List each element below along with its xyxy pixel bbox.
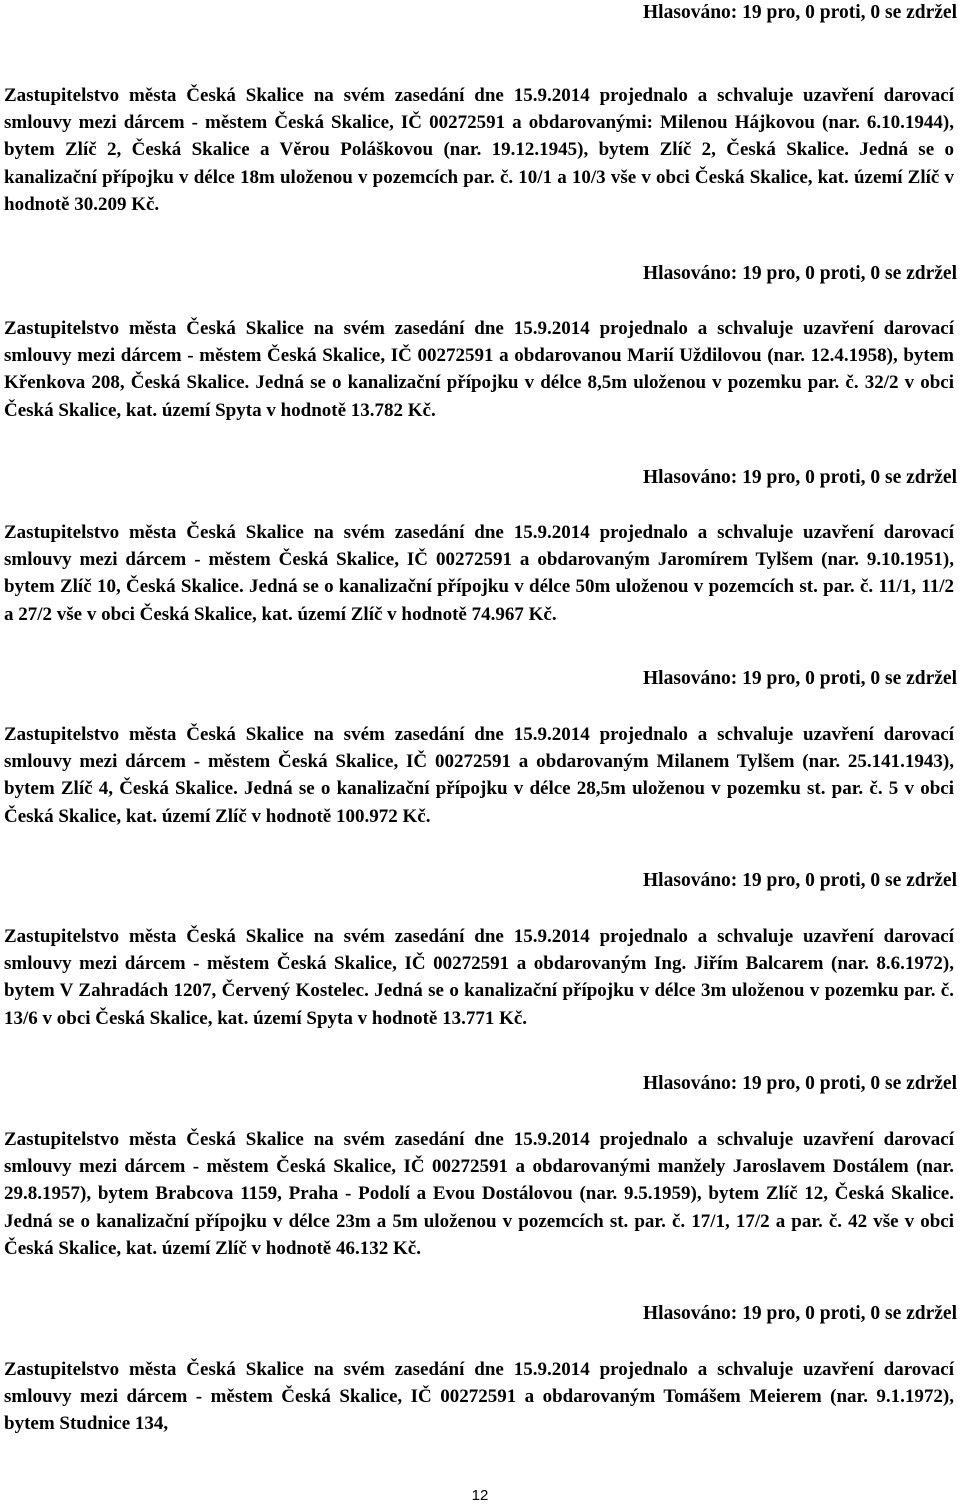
vote-result-1: Hlasováno: 19 pro, 0 proti, 0 se zdržel	[643, 263, 957, 284]
page-number: 12	[471, 1487, 489, 1504]
resolution-paragraph-5	[4, 923, 954, 1032]
vote-result-2: Hlasováno: 19 pro, 0 proti, 0 se zdržel	[643, 467, 957, 488]
resolution-text: Zastupitelstvo města Česká Skalice na svém zasedání dne 15.9.2014 projednalo a schvaluje uzavření darovací smlouvy mezi dárcem - městem Česká Skalice, IČ 00272591 a obdarovaným Tomášem Meierem (nar. 9.1.1972), bytem Studnice 134,	[4, 1359, 954, 1435]
resolution-text: Zastupitelstvo města Česká Skalice na svém zasedání dne 15.9.2014 projednalo a schvaluje uzavření darovací smlouvy mezi dárcem - městem Česká Skalice, IČ 00272591 a obdarovaným Ing. Jiřím Balcarem (nar. 8.6.1972), bytem V Zahradách 1207, Červený Kostelec. Jedná se o kanalizační přípojku v délce 3m uloženou v pozemku par. č. 13/6 v obci Česká Skalice, kat. území Spyta v hodnotě 13.771 Kč.	[4, 926, 954, 1029]
resolution-paragraph-1	[4, 82, 954, 218]
resolution-text: Zastupitelstvo města Česká Skalice na svém zasedání dne 15.9.2014 projednalo a schvaluje uzavření darovací smlouvy mezi dárcem - městem Česká Skalice, IČ 00272591 a obdarovanými: Milenou Hájkovou (nar. 6.10.1944), bytem Zlíč 2, Česká Skalice a Věrou Poláškovou (nar. 19.12.1945), bytem Zlíč 2, Česká Skalice. Jedná se o kanalizační přípojku v délce 18m uloženou v pozemcích par. č. 10/1 a 10/3 vše v obci Česká Skalice, kat. území Zlíč v hodnotě 30.209 Kč.	[4, 85, 954, 215]
resolution-paragraph-3	[4, 519, 954, 628]
vote-result-3: Hlasováno: 19 pro, 0 proti, 0 se zdržel	[643, 668, 957, 689]
resolution-paragraph-4	[4, 721, 954, 830]
resolution-paragraph-7	[4, 1356, 954, 1438]
vote-result-top: Hlasováno: 19 pro, 0 proti, 0 se zdržel	[643, 2, 957, 23]
vote-result-6: Hlasováno: 19 pro, 0 proti, 0 se zdržel	[643, 1303, 957, 1324]
vote-result-5: Hlasováno: 19 pro, 0 proti, 0 se zdržel	[643, 1073, 957, 1094]
resolution-text: Zastupitelstvo města Česká Skalice na svém zasedání dne 15.9.2014 projednalo a schvaluje uzavření darovací smlouvy mezi dárcem - městem Česká Skalice, IČ 00272591 a obdarovaným Jaromírem Tylšem (nar. 9.10.1951), bytem Zlíč 10, Česká Skalice. Jedná se o kanalizační přípojku v délce 50m uloženou v pozemcích st. par. č. 11/1, 11/2 a 27/2 vše v obci Česká Skalice, kat. území Zlíč v hodnotě 74.967 Kč.	[4, 522, 954, 625]
resolution-paragraph-6	[4, 1126, 954, 1262]
resolution-text: Zastupitelstvo města Česká Skalice na svém zasedání dne 15.9.2014 projednalo a schvaluje uzavření darovací smlouvy mezi dárcem - městem Česká Skalice, IČ 00272591 a obdarovaným Milanem Tylšem (nar. 25.141.1943), bytem Zlíč 4, Česká Skalice. Jedná se o kanalizační přípojku v délce 28,5m uloženou v pozemku st. par. č. 5 v obci Česká Skalice, kat. území Zlíč v hodnotě 100.972 Kč.	[4, 724, 954, 827]
resolution-text: Zastupitelstvo města Česká Skalice na svém zasedání dne 15.9.2014 projednalo a schvaluje uzavření darovací smlouvy mezi dárcem - městem Česká Skalice, IČ 00272591 a obdarovanou Marií Uždilovou (nar. 12.4.1958), bytem Křenkova 208, Česká Skalice. Jedná se o kanalizační přípojku v délce 8,5m uloženou v pozemku par. č. 32/2 v obci Česká Skalice, kat. území Spyta v hodnotě 13.782 Kč.	[4, 318, 954, 421]
resolution-paragraph-2	[4, 315, 954, 424]
vote-result-4: Hlasováno: 19 pro, 0 proti, 0 se zdržel	[643, 870, 957, 891]
resolution-text: Zastupitelstvo města Česká Skalice na svém zasedání dne 15.9.2014 projednalo a schvaluje uzavření darovací smlouvy mezi dárcem - městem Česká Skalice, IČ 00272591 a obdarovanými manžely Jaroslavem Dostálem (nar. 29.8.1957), bytem Brabcova 1159, Praha - Podolí a Evou Dostálovou (nar. 9.5.1959), bytem Zlíč 12, Česká Skalice. Jedná se o kanalizační přípojku v délce 23m a 5m uloženou v pozemcích st. par. č. 17/1, 17/2 a par. č. 42 vše v obci Česká Skalice, kat. území Zlíč v hodnotě 46.132 Kč.	[4, 1129, 954, 1259]
